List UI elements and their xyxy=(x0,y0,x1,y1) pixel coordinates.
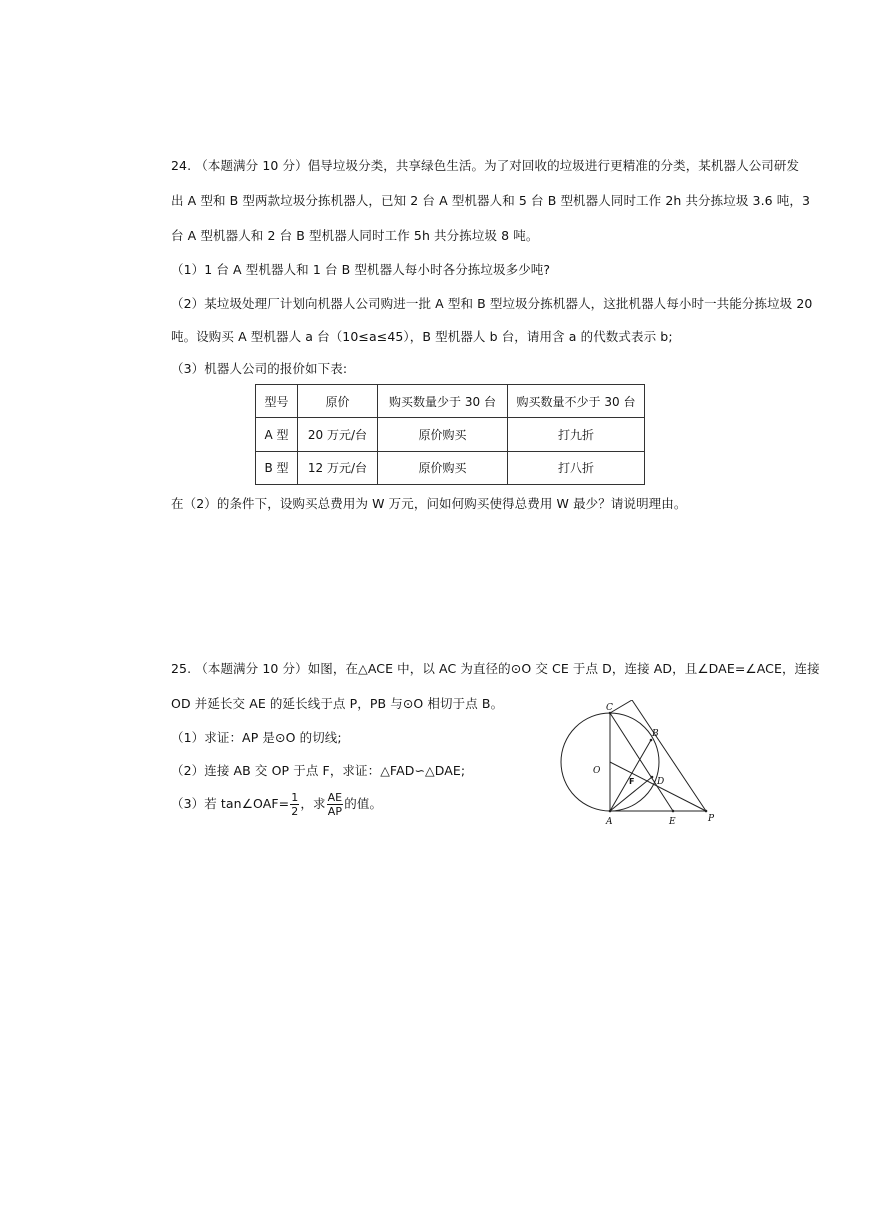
fraction-denominator: AP xyxy=(327,805,343,818)
table-header-cell: 型号 xyxy=(256,385,298,418)
price-table xyxy=(255,384,645,485)
table-row xyxy=(256,451,645,484)
q25-stem-line-2: OD 并延长交 AE 的延长线于点 P，PB 与⊙O 相切于点 B。 xyxy=(171,696,504,711)
fraction-numerator: AE xyxy=(327,791,343,804)
table-cell: A 型 xyxy=(256,418,298,451)
label-f: F xyxy=(629,777,635,786)
q24-stem-line-1: 24. （本题满分 10 分）倡导垃圾分类，共享绿色生活。为了对回收的垃圾进行更精准的分类，某机器人公司研发 xyxy=(171,158,800,173)
q24-stem-line-3: 台 A 型机器人和 2 台 B 型机器人同时工作 5h 共分拣垃圾 8 吨。 xyxy=(171,228,539,243)
q24-conclusion: 在（2）的条件下，设购买总费用为 W 万元，问如何购买使得总费用 W 最少？请说明理由。 xyxy=(171,496,687,511)
fraction-numerator: 1 xyxy=(291,791,299,804)
q25-part-2: （2）连接 AB 交 OP 于点 F，求证：△FAD∽△DAE; xyxy=(171,763,466,778)
q24-part-1: （1）1 台 A 型机器人和 1 台 B 型机器人每小时各分拣垃圾多少吨? xyxy=(171,262,551,277)
q25-part-1: （1）求证：AP 是⊙O 的切线; xyxy=(171,730,342,745)
q24-part-2-line-1: （2）某垃圾处理厂计划向机器人公司购进一批 A 型和 B 型垃圾分拣机器人，这批机器人每小时一共能分拣垃圾 20 xyxy=(171,296,813,311)
table-header-cell: 原价 xyxy=(298,385,378,418)
table-cell: 12 万元/台 xyxy=(298,451,378,484)
fraction-denominator: 2 xyxy=(291,805,299,818)
q25-part-3-prefix: （3）若 tan∠OAF= xyxy=(171,796,290,811)
q25-stem-line-1: 25. （本题满分 10 分）如图，在△ACE 中，以 AC 为直径的⊙O 交 CE 于点 D，连接 AD，且∠DAE=∠ACE，连接 xyxy=(171,661,820,676)
segment-pb xyxy=(632,700,706,811)
q24-part-2-line-2: 吨。设购买 A 型机器人 a 台（10≤a≤45），B 型机器人 b 台，请用含 a 的代数式表示 b; xyxy=(171,329,673,344)
label-e: E xyxy=(669,817,676,827)
label-c: C xyxy=(606,703,613,713)
label-b: B xyxy=(652,729,659,739)
table-header-cell: 购买数量不少于 30 台 xyxy=(508,385,645,418)
table-header-row xyxy=(256,385,645,418)
geometry-figure xyxy=(548,700,728,830)
table-cell: 原价购买 xyxy=(378,451,508,484)
label-a: A xyxy=(606,817,613,827)
table-cell: 打九折 xyxy=(508,418,645,451)
tangent-line-extension xyxy=(610,700,632,713)
label-p: P xyxy=(708,814,715,824)
table-cell: 原价购买 xyxy=(378,418,508,451)
label-o: O xyxy=(593,766,601,776)
table-row xyxy=(256,418,645,451)
segment-ab xyxy=(610,740,651,811)
q25-part-3 xyxy=(171,789,382,819)
table-cell: 20 万元/台 xyxy=(298,418,378,451)
table-cell: B 型 xyxy=(256,451,298,484)
table-header-cell: 购买数量少于 30 台 xyxy=(378,385,508,418)
q25-part-3-mid: ，求 xyxy=(300,796,326,811)
table-cell: 打八折 xyxy=(508,451,645,484)
fraction-ae-over-ap xyxy=(327,791,344,818)
q25-part-3-suffix: 的值。 xyxy=(344,796,383,811)
segment-ce xyxy=(610,713,673,811)
label-d: D xyxy=(657,777,665,787)
q24-stem-line-2: 出 A 型和 B 型两款垃圾分拣机器人，已知 2 台 A 型机器人和 5 台 B 型机器人同时工作 2h 共分拣垃圾 3.6 吨，3 xyxy=(171,193,811,208)
fraction-one-half xyxy=(290,791,299,818)
q24-part-3: （3）机器人公司的报价如下表: xyxy=(171,361,348,376)
